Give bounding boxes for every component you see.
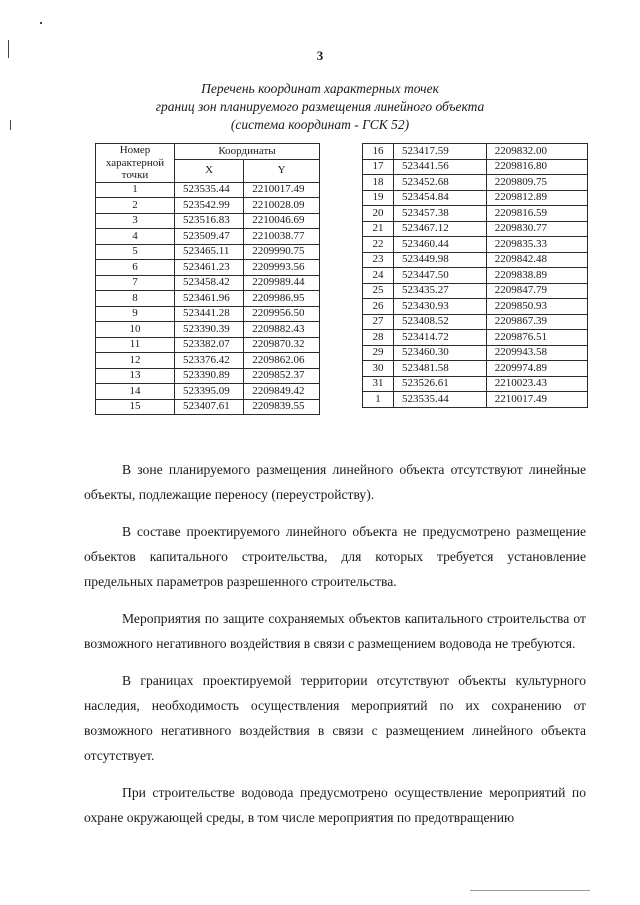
table-row [363, 159, 588, 175]
y-coordinate-cell: 2209830.77 [486, 221, 587, 237]
point-number-cell: 1 [363, 392, 394, 408]
point-number-cell: 29 [363, 345, 394, 361]
x-coordinate-cell: 523452.68 [394, 175, 487, 191]
point-number-cell: 9 [96, 306, 175, 322]
table-row [363, 361, 588, 377]
x-coordinate-cell: 523542.99 [175, 198, 244, 214]
table-row [363, 237, 588, 253]
title-line: границ зон планируемого размещения линейного объекта [155, 99, 485, 114]
paragraph: Мероприятия по защите сохраняемых объектов капитального строительства от возможного негативного воздействия в связи с размещением водовода не требуются. [84, 611, 586, 651]
y-coordinate-cell: 2209835.33 [486, 237, 587, 253]
header-y: Y [244, 160, 320, 182]
y-coordinate-cell: 2209838.89 [486, 268, 587, 284]
point-number-cell: 22 [363, 237, 394, 253]
y-coordinate-cell: 2209849.42 [244, 384, 320, 400]
y-coordinate-cell: 2209812.89 [486, 190, 587, 206]
table-row [96, 229, 320, 245]
x-coordinate-cell: 523408.52 [394, 314, 487, 330]
table-row [96, 322, 320, 338]
title-line: (система координат - ГСК 52) [230, 117, 410, 132]
y-coordinate-cell: 2209876.51 [486, 330, 587, 346]
y-coordinate-cell: 2209990.75 [244, 244, 320, 260]
x-coordinate-cell: 523454.84 [394, 190, 487, 206]
coordinates-table-left [95, 143, 320, 415]
x-coordinate-cell: 523441.56 [394, 159, 487, 175]
x-coordinate-cell: 523449.98 [394, 252, 487, 268]
point-number-cell: 25 [363, 283, 394, 299]
point-number-cell: 13 [96, 368, 175, 384]
coordinates-table-right [362, 143, 588, 408]
x-coordinate-cell: 523390.89 [175, 368, 244, 384]
table-row [96, 213, 320, 229]
x-coordinate-cell: 523535.44 [175, 182, 244, 198]
point-number-cell: 1 [96, 182, 175, 198]
y-coordinate-cell: 2209989.44 [244, 275, 320, 291]
paragraph: В границах проектируемой территории отсутствуют объекты культурного наследия, необходимость осуществления мероприятий по их сохранению от возможного негативного воздействия в связи с размещением линейного объекта отсутствует. [84, 673, 586, 763]
x-coordinate-cell: 523509.47 [175, 229, 244, 245]
table-row [363, 252, 588, 268]
scan-mark [40, 22, 42, 24]
table-row [363, 221, 588, 237]
point-number-cell: 18 [363, 175, 394, 191]
x-coordinate-cell: 523460.44 [394, 237, 487, 253]
x-coordinate-cell: 523390.39 [175, 322, 244, 338]
table-row [96, 182, 320, 198]
point-number-cell: 4 [96, 229, 175, 245]
point-number-cell: 17 [363, 159, 394, 175]
x-coordinate-cell: 523461.23 [175, 260, 244, 276]
x-coordinate-cell: 523481.58 [394, 361, 487, 377]
point-number-cell: 6 [96, 260, 175, 276]
y-coordinate-cell: 2209986.95 [244, 291, 320, 307]
x-coordinate-cell: 523458.42 [175, 275, 244, 291]
point-number-cell: 30 [363, 361, 394, 377]
y-coordinate-cell: 2209839.55 [244, 399, 320, 415]
x-coordinate-cell: 523465.11 [175, 244, 244, 260]
y-coordinate-cell: 2209852.37 [244, 368, 320, 384]
paragraph: В зоне планируемого размещения линейного объекта отсутствуют линейные объекты, подлежащие переносу (переустройству). [84, 462, 586, 502]
table-row [363, 206, 588, 222]
y-coordinate-cell: 2210046.69 [244, 213, 320, 229]
x-coordinate-cell: 523414.72 [394, 330, 487, 346]
table-row [363, 392, 588, 408]
table-row [363, 190, 588, 206]
table-row [96, 275, 320, 291]
x-coordinate-cell: 523535.44 [394, 392, 487, 408]
header-point-number: Номер характерной точки [96, 144, 175, 183]
table-row [96, 368, 320, 384]
y-coordinate-cell: 2209816.59 [486, 206, 587, 222]
point-number-cell: 21 [363, 221, 394, 237]
x-coordinate-cell: 523516.83 [175, 213, 244, 229]
y-coordinate-cell: 2210028.09 [244, 198, 320, 214]
y-coordinate-cell: 2209867.39 [486, 314, 587, 330]
page-number: 3 [316, 48, 324, 63]
y-coordinate-cell: 2209956.50 [244, 306, 320, 322]
point-number-cell: 24 [363, 268, 394, 284]
point-number-cell: 7 [96, 275, 175, 291]
x-coordinate-cell: 523376.42 [175, 353, 244, 369]
table-row [96, 353, 320, 369]
point-number-cell: 31 [363, 376, 394, 392]
table-row [363, 283, 588, 299]
table-row [96, 337, 320, 353]
table-row [363, 330, 588, 346]
table-row [96, 384, 320, 400]
page-title [0, 80, 640, 134]
table-row [96, 306, 320, 322]
y-coordinate-cell: 2210017.49 [486, 392, 587, 408]
header-x: X [175, 160, 244, 182]
table-row [363, 175, 588, 191]
point-number-cell: 19 [363, 190, 394, 206]
point-number-cell: 11 [96, 337, 175, 353]
table-row [96, 291, 320, 307]
y-coordinate-cell: 2210023.43 [486, 376, 587, 392]
point-number-cell: 27 [363, 314, 394, 330]
point-number-cell: 5 [96, 244, 175, 260]
point-number-cell: 3 [96, 213, 175, 229]
point-number-cell: 14 [96, 384, 175, 400]
x-coordinate-cell: 523457.38 [394, 206, 487, 222]
y-coordinate-cell: 2209816.80 [486, 159, 587, 175]
table-row [363, 345, 588, 361]
y-coordinate-cell: 2209842.48 [486, 252, 587, 268]
point-number-cell: 16 [363, 144, 394, 160]
point-number-cell: 26 [363, 299, 394, 315]
point-number-cell: 23 [363, 252, 394, 268]
x-coordinate-cell: 523467.12 [394, 221, 487, 237]
y-coordinate-cell: 2209870.32 [244, 337, 320, 353]
header-coordinates: Координаты [175, 144, 320, 160]
y-coordinate-cell: 2209809.75 [486, 175, 587, 191]
y-coordinate-cell: 2209993.56 [244, 260, 320, 276]
title-line: Перечень координат характерных точек [201, 81, 439, 96]
scan-mark [470, 890, 590, 891]
x-coordinate-cell: 523447.50 [394, 268, 487, 284]
paragraph: В составе проектируемого линейного объекта не предусмотрено размещение объектов капитального строительства, для которых требуется установление предельных параметров разрешенного строительства. [84, 524, 586, 589]
point-number-cell: 8 [96, 291, 175, 307]
x-coordinate-cell: 523526.61 [394, 376, 487, 392]
y-coordinate-cell: 2209847.79 [486, 283, 587, 299]
point-number-cell: 20 [363, 206, 394, 222]
x-coordinate-cell: 523435.27 [394, 283, 487, 299]
y-coordinate-cell: 2209943.58 [486, 345, 587, 361]
x-coordinate-cell: 523382.07 [175, 337, 244, 353]
paragraph: При строительстве водовода предусмотрено осуществление мероприятий по охране окружающей среды, в том числе мероприятия по предотвращению [84, 785, 586, 825]
x-coordinate-cell: 523407.61 [175, 399, 244, 415]
point-number-cell: 12 [96, 353, 175, 369]
table-row [363, 144, 588, 160]
y-coordinate-cell: 2209850.93 [486, 299, 587, 315]
point-number-cell: 2 [96, 198, 175, 214]
table-row [96, 244, 320, 260]
table-row [363, 299, 588, 315]
y-coordinate-cell: 2209974.89 [486, 361, 587, 377]
table-row [363, 314, 588, 330]
table-row [96, 198, 320, 214]
y-coordinate-cell: 2209832.00 [486, 144, 587, 160]
point-number-cell: 10 [96, 322, 175, 338]
x-coordinate-cell: 523395.09 [175, 384, 244, 400]
y-coordinate-cell: 2210038.77 [244, 229, 320, 245]
point-number-cell: 28 [363, 330, 394, 346]
table-row [363, 268, 588, 284]
body-text [84, 457, 586, 842]
table-row [96, 260, 320, 276]
x-coordinate-cell: 523417.59 [394, 144, 487, 160]
x-coordinate-cell: 523460.30 [394, 345, 487, 361]
x-coordinate-cell: 523430.93 [394, 299, 487, 315]
x-coordinate-cell: 523441.28 [175, 306, 244, 322]
y-coordinate-cell: 2209862.06 [244, 353, 320, 369]
y-coordinate-cell: 2210017.49 [244, 182, 320, 198]
point-number-cell: 15 [96, 399, 175, 415]
table-row [96, 399, 320, 415]
y-coordinate-cell: 2209882.43 [244, 322, 320, 338]
table-row [363, 376, 588, 392]
x-coordinate-cell: 523461.96 [175, 291, 244, 307]
